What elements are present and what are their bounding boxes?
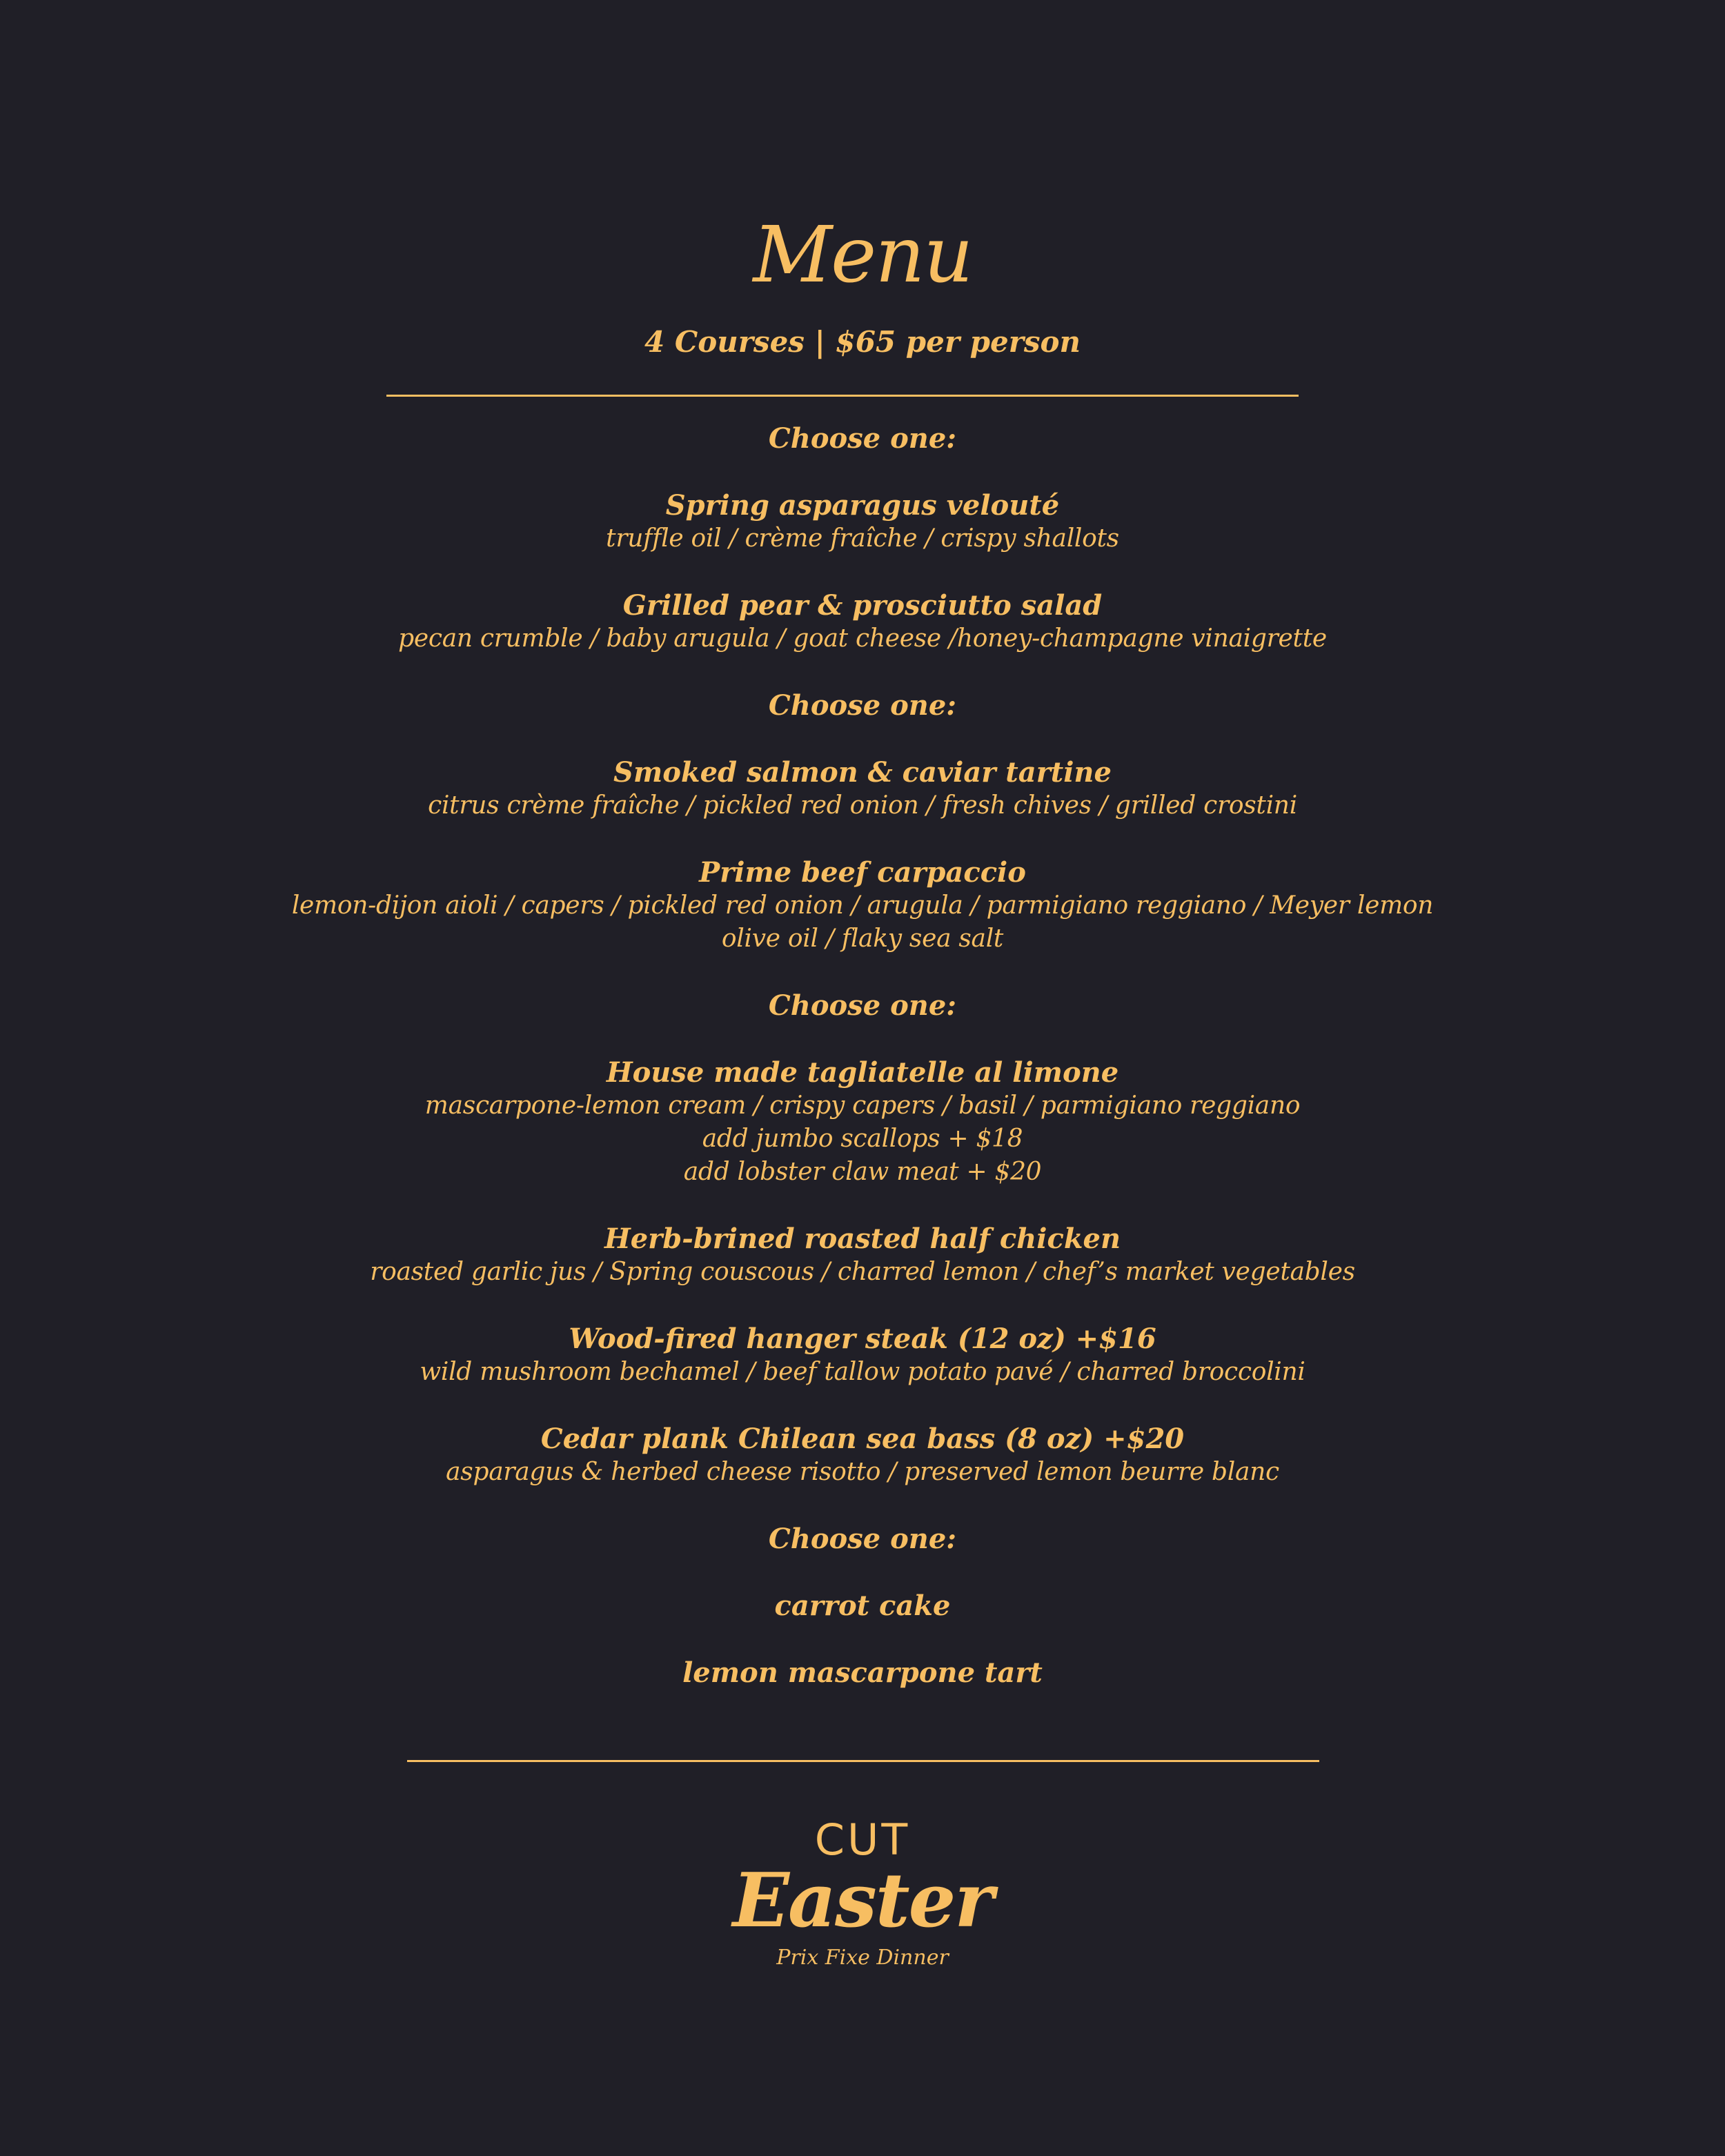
dish-description: truffle oil / crème fraîche / crispy shallots	[606, 524, 1119, 553]
dish-name: Cedar plank Chilean sea bass (8 oz) +$20	[540, 1423, 1185, 1455]
brand-wordmark-main: Easter	[732, 1857, 993, 1944]
dish-item	[0, 489, 1725, 555]
menu-body	[0, 422, 1725, 1690]
course-heading: Choose one:	[768, 422, 957, 455]
dish-item	[0, 1323, 1725, 1389]
dish-name: Spring asparagus velouté	[665, 489, 1060, 522]
course-heading: Choose one:	[768, 689, 957, 722]
dish-name: Grilled pear & prosciutto salad	[622, 589, 1103, 622]
dish-name: Herb-brined roasted half chicken	[604, 1223, 1121, 1255]
dish-description: asparagus & herbed cheese risotto / preserved lemon beurre blanc	[446, 1458, 1279, 1486]
dish-description: mascarpone-lemon cream / crispy capers / basil / parmigiano reggiano	[424, 1091, 1301, 1120]
dish-description: lemon-dijon aioli / capers / pickled red onion / arugula / parmigiano reggiano / Meyer lemon	[291, 891, 1434, 920]
dish-item	[0, 856, 1725, 956]
top-divider	[386, 395, 1299, 397]
course-section	[0, 989, 1725, 1489]
dish-name: Prime beef carpaccio	[699, 856, 1026, 889]
dish-name: Smoked salmon & caviar tartine	[613, 756, 1112, 789]
course-section	[0, 1523, 1725, 1690]
dish-name: carrot cake	[774, 1590, 951, 1622]
menu-subtitle: 4 Courses | $65 per person	[644, 325, 1081, 359]
dish-item	[0, 1056, 1725, 1189]
dish-item	[0, 756, 1725, 822]
dish-description: wild mushroom bechamel / beef tallow potato pavé / charred broccolini	[420, 1358, 1305, 1386]
dish-description: citrus crème fraîche / pickled red onion / fresh chives / grilled crostini	[428, 791, 1297, 820]
dish-item	[0, 1423, 1725, 1489]
dish-item	[0, 589, 1725, 655]
dish-item	[0, 1223, 1725, 1289]
dish-item	[0, 1590, 1725, 1623]
dish-description: pecan crumble / baby arugula / goat cheese /honey-champagne vinaigrette	[398, 624, 1327, 653]
dish-description: roasted garlic jus / Spring couscous / charred lemon / chef’s market vegetables	[370, 1258, 1355, 1286]
dish-name: lemon mascarpone tart	[682, 1656, 1043, 1689]
brand-tagline: Prix Fixe Dinner	[776, 1946, 949, 1970]
course-section	[0, 422, 1725, 655]
dish-addon: add lobster claw meat + $20	[683, 1158, 1042, 1186]
brand-wordmark-top: CUT	[814, 1814, 911, 1865]
dish-name: House made tagliatelle al limone	[606, 1056, 1119, 1089]
dish-item	[0, 1656, 1725, 1690]
brand-logo	[0, 1816, 1725, 1972]
course-heading: Choose one:	[768, 989, 957, 1022]
course-section	[0, 689, 1725, 956]
course-heading: Choose one:	[768, 1523, 957, 1555]
menu-title: Menu	[753, 210, 972, 300]
dish-addon: add jumbo scallops + $18	[702, 1125, 1023, 1153]
bottom-divider	[407, 1760, 1319, 1762]
dish-name: Wood-fired hanger steak (12 oz) +$16	[569, 1323, 1156, 1355]
dish-description: olive oil / flaky sea salt	[721, 924, 1004, 953]
